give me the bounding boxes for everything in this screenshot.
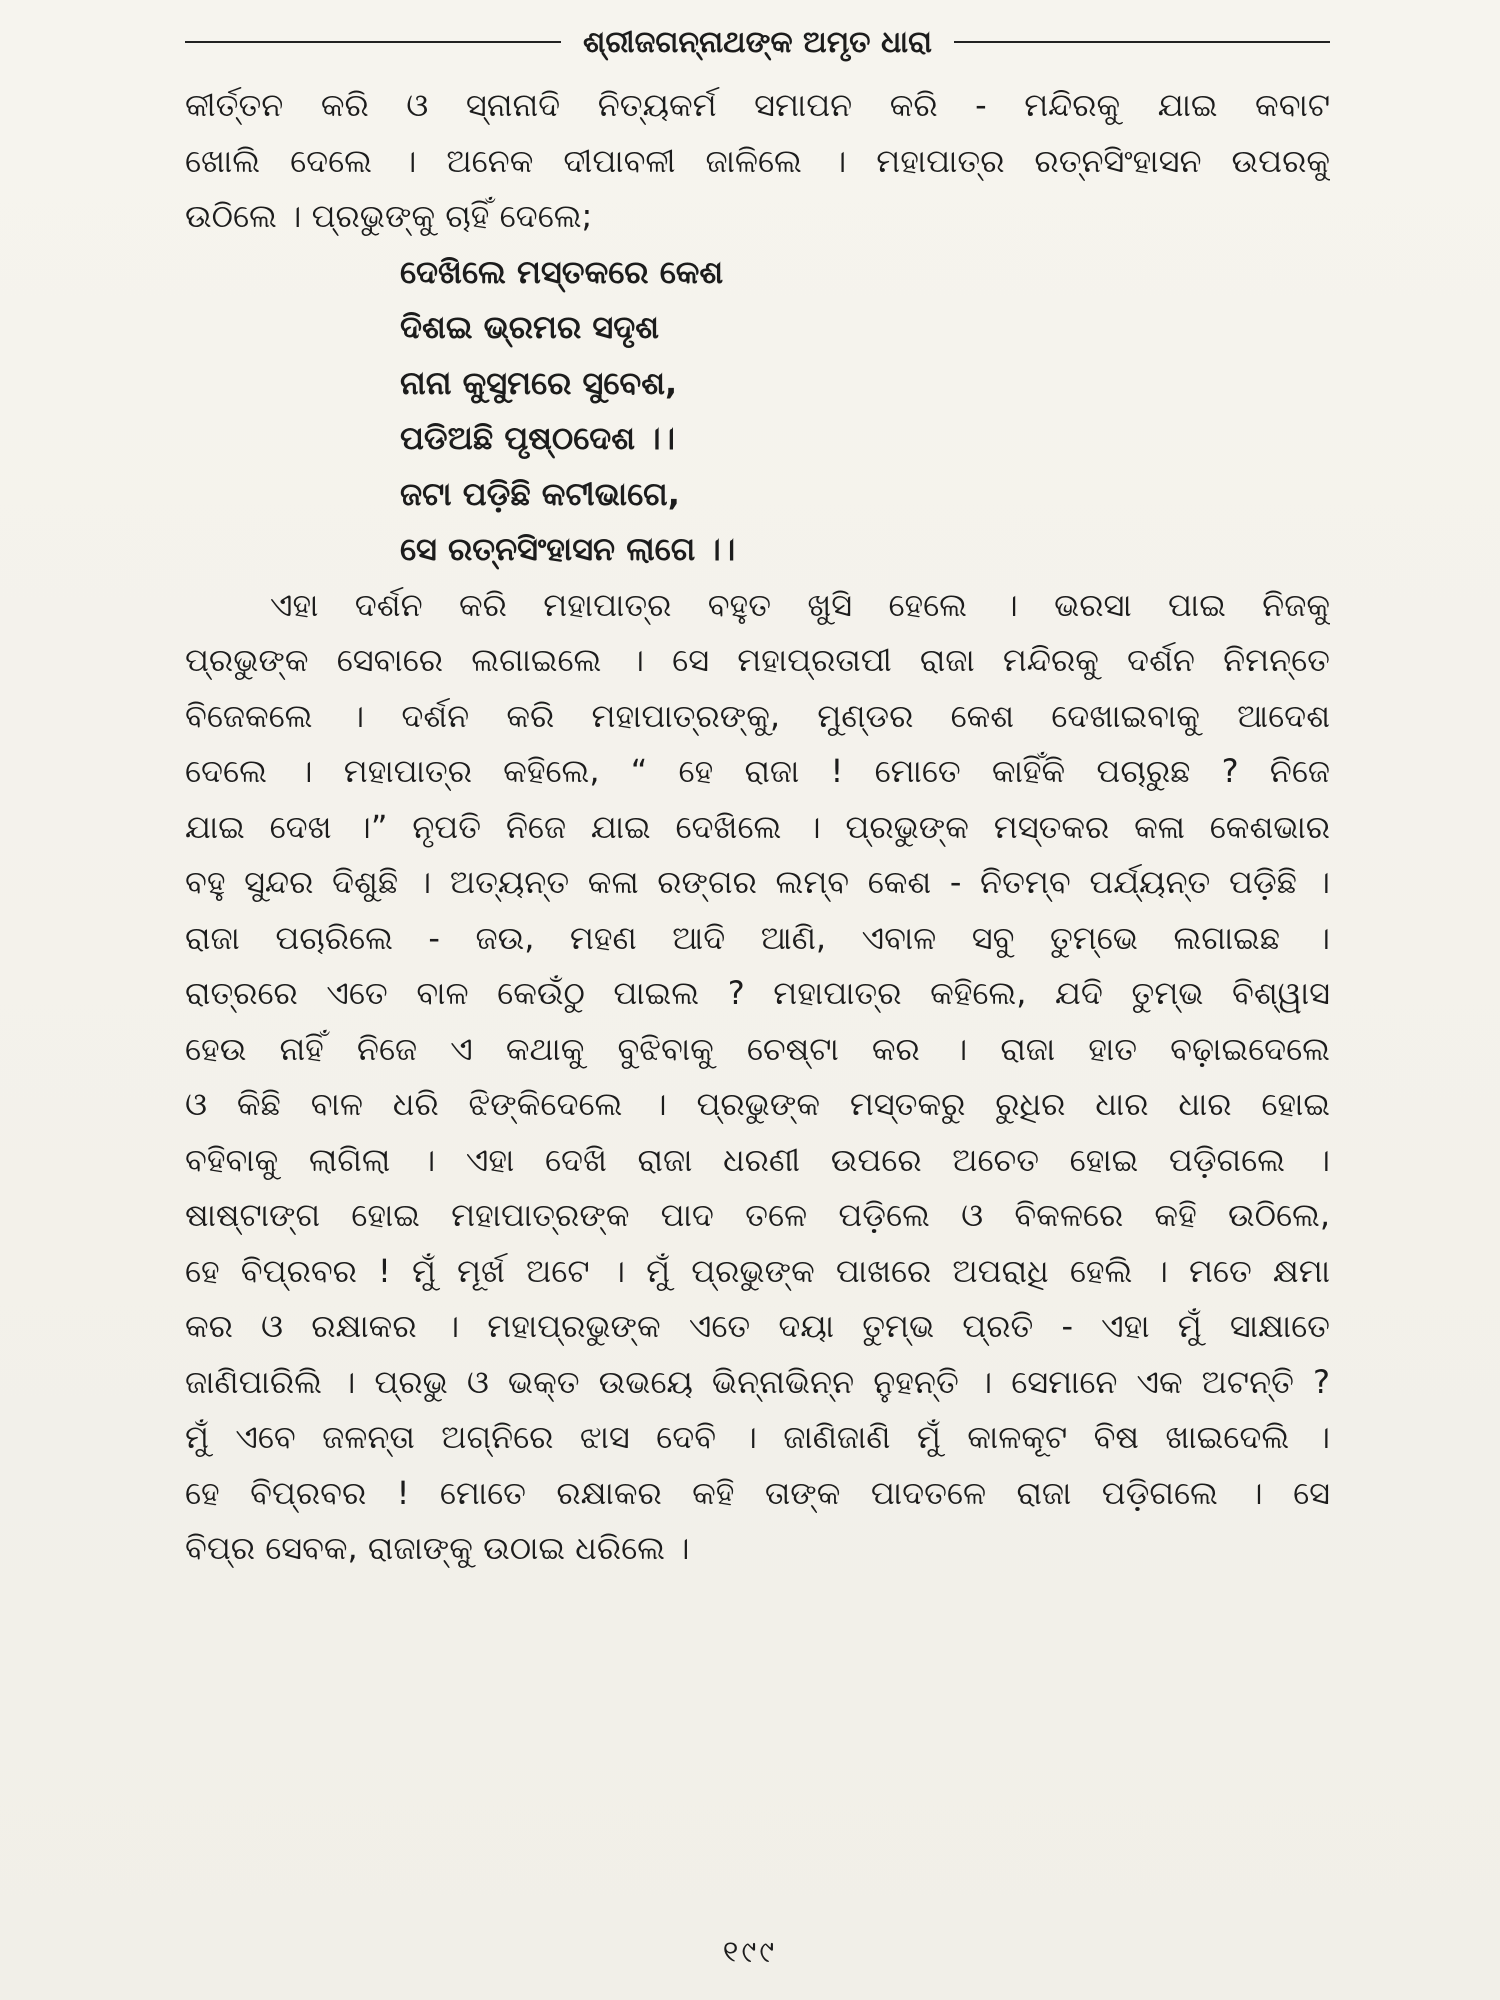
- verse-line: ସେ ରତ୍ନସିଂହାସନ ଲାଗେ ।।: [400, 530, 736, 568]
- intro-line: ଉଠିଲେ । ପ୍ରଭୁଙ୍କୁ ଚାହିଁ ଦେଲେ;: [185, 197, 593, 235]
- main-line: ବହୁ ସୁନ୍ଦର ଦିଶୁଛି । ଅତ୍ୟନ୍ତ କଳା ରଙ୍ଗର ଲମ୍ବ କେଶ - ନିତମ୍ବ ପର୍ଯ୍ୟନ୍ତ ପଡ଼ିଛି ।: [185, 863, 1330, 901]
- verse-block: [185, 245, 1330, 578]
- main-line: ଷାଷ୍ଟାଙ୍ଗ ହୋଇ ମହାପାତ୍ରଙ୍କ ପାଦ ତଳେ ପଡ଼ିଲେ ଓ ବିକଳରେ କହି ଉଠିଲେ,: [185, 1196, 1330, 1234]
- main-line: ହେ ବିପ୍ରବର ! ମୋତେ ରକ୍ଷାକର କହି ତାଙ୍କ ପାଦତଳେ ରାଜା ପଡ଼ିଗଲେ । ସେ: [185, 1473, 1330, 1512]
- main-line: ଦେଲେ । ମହାପାତ୍ର କହିଲେ, “ ହେ ରାଜା ! ମୋତେ କାହିଁକି ପଚାରୁଛ ? ନିଜେ: [185, 752, 1330, 790]
- main-line: ହେ ବିପ୍ରବର ! ମୁଁ ମୂର୍ଖ ଅଟେ । ମୁଁ ପ୍ରଭୁଙ୍କ ପାଖରେ ଅପରାଧି ହେଲି । ମତେ କ୍ଷମା: [185, 1251, 1330, 1290]
- intro-line: କୀର୍ତ୍ତନ କରି ଓ ସ୍ନାନାଦି ନିତ୍ୟକର୍ମ ସମାପନ କରି - ମନ୍ଦିରକୁ ଯାଇ କବାଟ: [185, 86, 1330, 124]
- page-body: [185, 78, 1330, 1577]
- verse-line: ଦିଶଇ ଭ୍ରମର ସଦୃଶ: [400, 308, 660, 346]
- main-line: ଏହା ଦର୍ଶନ କରି ମହାପାତ୍ର ବହୁତ ଖୁସି ହେଲେ । ଭରସା ପାଇ ନିଜକୁ: [270, 585, 1330, 624]
- header-title: ଶ୍ରୀଜଗନ୍ନାଥଙ୍କ ଅମୃତ ଧାରା: [583, 24, 932, 60]
- running-header: [185, 12, 1330, 72]
- main-line: କର ଓ ରକ୍ଷାକର । ମହାପ୍ରଭୁଙ୍କ ଏତେ ଦୟା ତୁମ୍ଭ ପ୍ରତି - ଏହା ମୁଁ ସାକ୍ଷାତେ: [185, 1307, 1330, 1345]
- verse-line: ପଡିଅଛି ପୃଷ୍ଠଦେଶ ।।: [400, 419, 676, 457]
- main-line: ଓ କିଛି ବାଳ ଧରି ଝିଙ୍କିଦେଲେ । ପ୍ରଭୁଙ୍କ ମସ୍ତକରୁ ରୁଧିର ଧାର ଧାର ହୋଇ: [185, 1085, 1330, 1123]
- main-line: ରାଜା ପଚାରିଲେ - ଜଉ, ମହଣ ଆଦି ଆଣି, ଏବାଳ ସବୁ ତୁମ୍ଭେ ଲଗାଇଛ ।: [185, 918, 1330, 957]
- main-line: ବହିବାକୁ ଲାଗିଲା । ଏହା ଦେଖି ରାଜା ଧରଣୀ ଉପରେ ଅଚେତ ହୋଇ ପଡ଼ିଗଲେ ।: [185, 1140, 1330, 1179]
- verse-line: ଜଟା ପଡ଼ିଛି କଟୀଭାଗେ,: [400, 474, 680, 513]
- main-line: ରାତ୍ରରେ ଏତେ ବାଳ କେଉଁଠୁ ପାଇଲ ? ମହାପାତ୍ର କହିଲେ, ଯଦି ତୁମ୍ଭ ବିଶ୍ୱାସ: [185, 974, 1330, 1012]
- main-line: ପ୍ରଭୁଙ୍କ ସେବାରେ ଲଗାଇଲେ । ସେ ମହାପ୍ରତାପୀ ରାଜା ମନ୍ଦିରକୁ ଦର୍ଶନ ନିମନ୍ତେ: [185, 641, 1330, 679]
- main-line: ହେଉ ନାହିଁ ନିଜେ ଏ କଥାକୁ ବୁଝିବାକୁ ଚେଷ୍ଟା କର । ରାଜା ହାତ ବଢ଼ାଇଦେଲେ: [185, 1029, 1330, 1068]
- main-line: ବିପ୍ର ସେବକ, ରାଜାଙ୍କୁ ଉଠାଇ ଧରିଲେ ।: [185, 1529, 690, 1567]
- header-rule-right: [954, 41, 1330, 43]
- page-number: ୧୯୯: [722, 1935, 778, 1970]
- verse-line: ନାନା କୁସୁମରେ ସୁବେଶ,: [400, 363, 678, 402]
- main-line: ମୁଁ ଏବେ ଜଳନ୍ତା ଅଗ୍ନିରେ ଝାସ ଦେବି । ଜାଣିଜାଣି ମୁଁ କାଳକୂଟ ବିଷ ଖାଇଦେଲି ।: [185, 1418, 1330, 1456]
- main-line: ବିଜେକଲେ । ଦର୍ଶନ କରି ମହାପାତ୍ରଙ୍କୁ, ମୁଣ୍ଡର କେଶ ଦେଖାଇବାକୁ ଆଦେଶ: [185, 696, 1330, 735]
- intro-line: ଖୋଲି ଦେଲେ । ଅନେକ ଦୀପାବଳୀ ଜାଳିଲେ । ମହାପାତ୍ର ରତ୍ନସିଂହାସନ ଉପରକୁ: [185, 141, 1330, 180]
- main-line: ଯାଇ ଦେଖ ।” ନୃପତି ନିଜେ ଯାଇ ଦେଖିଲେ । ପ୍ରଭୁଙ୍କ ମସ୍ତକର କଳା କେଶଭାର: [185, 807, 1330, 846]
- header-rule-left: [185, 41, 561, 43]
- verse-line: ଦେଖିଲେ ମସ୍ତକରେ କେଶ: [400, 252, 724, 291]
- main-line: ଜାଣିପାରିଲି । ପ୍ରଭୁ ଓ ଭକ୍ତ ଉଭୟେ ଭିନ୍ନାଭିନ୍ନ ନୁହନ୍ତି । ସେମାନେ ଏକ ଅଟନ୍ତି ?: [185, 1362, 1330, 1401]
